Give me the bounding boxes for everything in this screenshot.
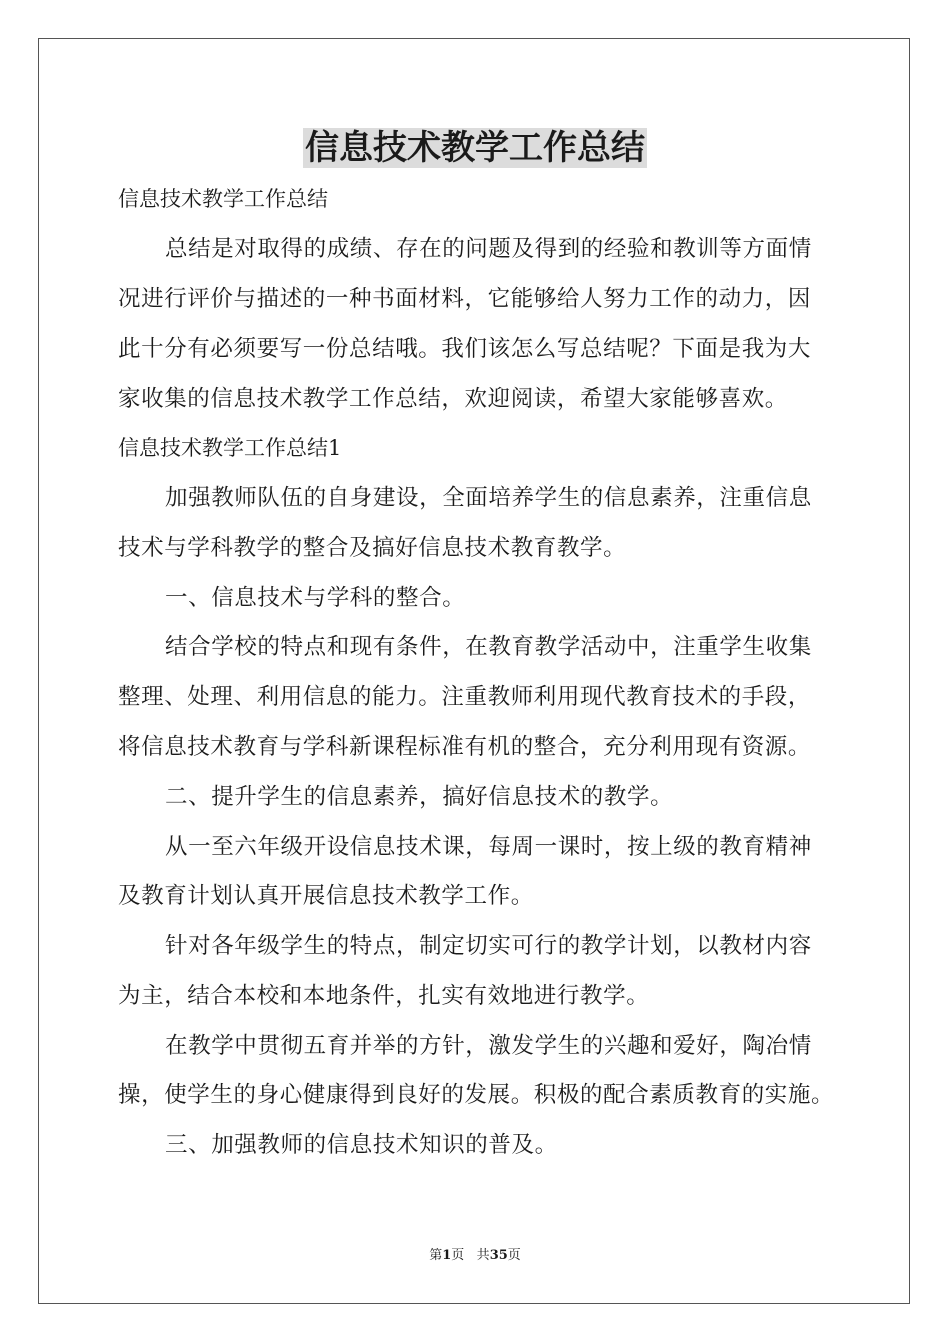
- body-line-6: 将信息技术教育与学科新课程标准有机的整合，充分利用现有资源。: [118, 734, 812, 760]
- body-line-5: 整理、处理、利用信息的能力。注重教师利用现代教育技术的手段，: [118, 684, 812, 710]
- page-footer: [0, 1247, 950, 1265]
- body-line-4: 结合学校的特点和现有条件，在教育教学活动中，注重学生收集: [165, 634, 812, 660]
- footer-total-pages: 35: [489, 1248, 508, 1263]
- body-heading-2: 二、提升学生的信息素养，搞好信息技术的教学。: [165, 784, 674, 810]
- document-title: [0, 125, 950, 171]
- body-line-12: 在教学中贯彻五育并举的方针，激发学生的兴趣和爱好，陶冶情: [165, 1033, 812, 1059]
- section-heading: 信息技术教学工作总结1: [118, 436, 342, 460]
- document-subtitle: 信息技术教学工作总结: [118, 187, 328, 211]
- intro-line-3: 此十分有必须要写一份总结哦。我们该怎么写总结呢？下面是我为大: [118, 336, 812, 362]
- body-line-8: 从一至六年级开设信息技术课，每周一课时，按上级的教育精神: [165, 834, 812, 860]
- footer-total-suffix: 页: [507, 1248, 521, 1263]
- page-border: [38, 38, 910, 1304]
- body-line-10: 针对各年级学生的特点，制定切实可行的教学计划，以教材内容: [165, 933, 812, 959]
- intro-line-2: 况进行评价与描述的一种书面材料，它能够给人努力工作的动力，因: [118, 286, 812, 312]
- footer-page-number: 1: [442, 1248, 452, 1263]
- footer-page-prefix: 第: [429, 1248, 443, 1263]
- body-line-13: 操，使学生的身心健康得到良好的发展。积极的配合素质教育的实施。: [118, 1082, 835, 1108]
- footer-total-prefix: 共: [476, 1248, 490, 1263]
- body-line-9: 及教育计划认真开展信息技术教学工作。: [118, 883, 534, 909]
- body-heading-1: 一、信息技术与学科的整合。: [165, 585, 466, 611]
- intro-line-1: 总结是对取得的成绩、存在的问题及得到的经验和教训等方面情: [165, 236, 812, 262]
- body-heading-3: 三、加强教师的信息技术知识的普及。: [165, 1132, 558, 1158]
- intro-line-4: 家收集的信息技术教学工作总结，欢迎阅读，希望大家能够喜欢。: [118, 386, 788, 412]
- body-line-1: 加强教师队伍的自身建设，全面培养学生的信息素养，注重信息: [165, 485, 812, 511]
- body-line-2: 技术与学科教学的整合及搞好信息技术教育教学。: [118, 535, 627, 561]
- footer-page-suffix: 页: [451, 1248, 465, 1263]
- body-line-11: 为主，结合本校和本地条件，扎实有效地进行教学。: [118, 983, 650, 1009]
- document-title-text: 信息技术教学工作总结: [305, 128, 645, 168]
